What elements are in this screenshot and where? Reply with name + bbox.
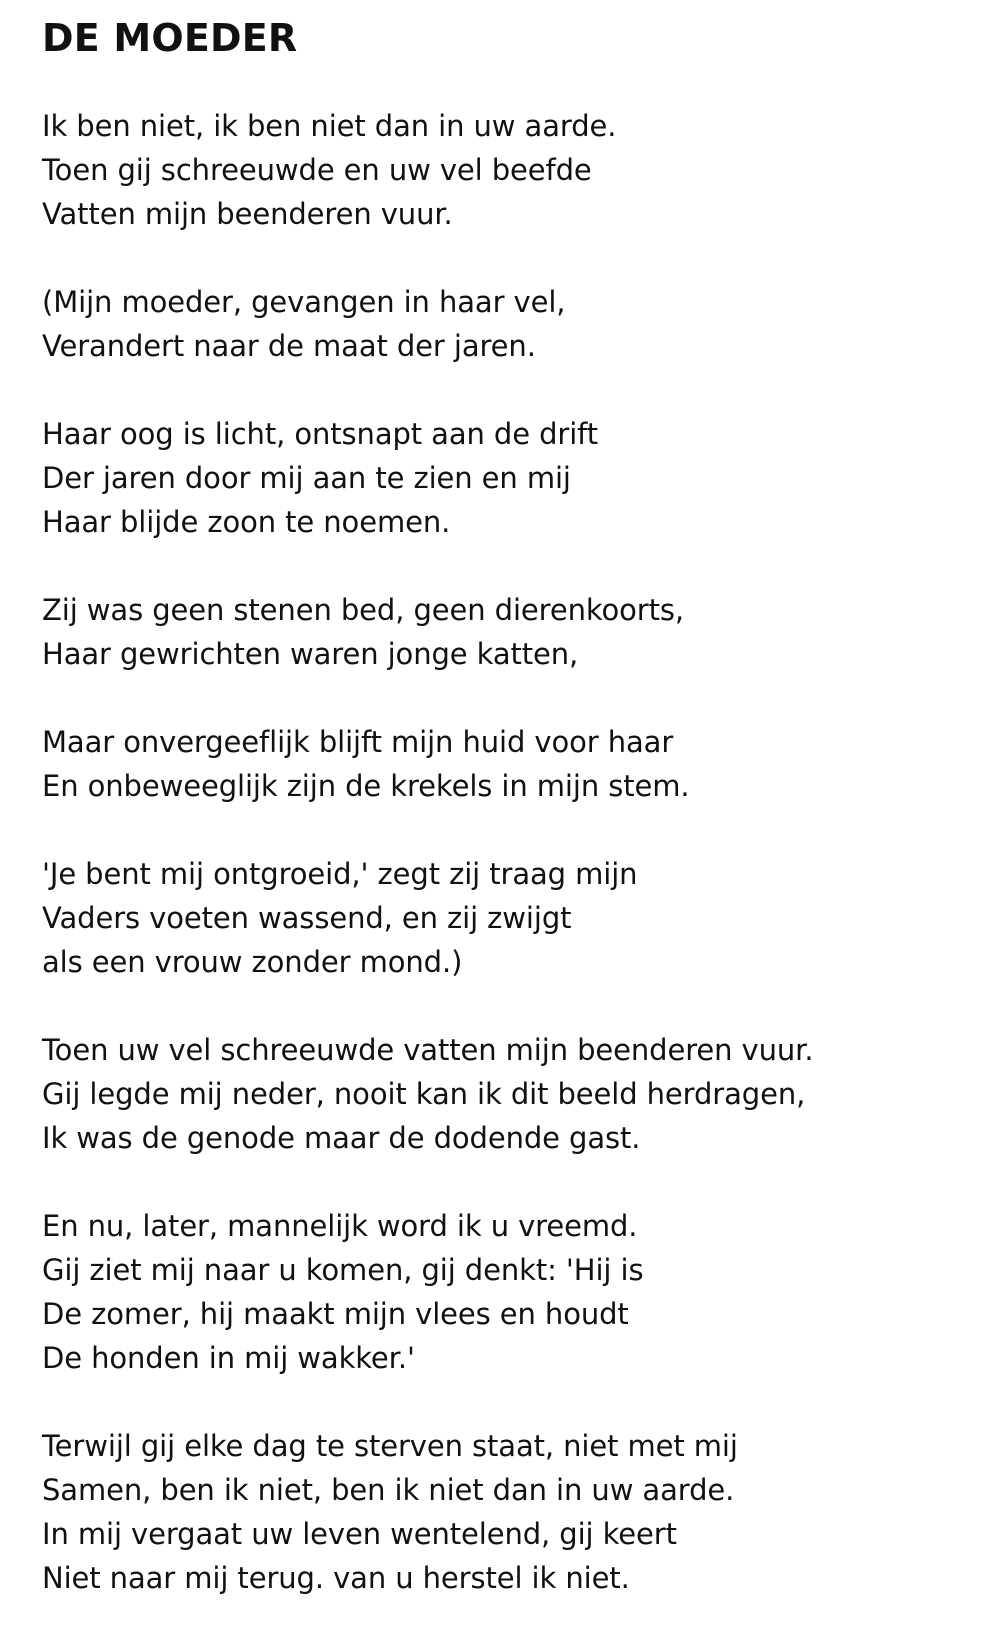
poem-line: Toen gij schreeuwde en uw vel beefde bbox=[42, 153, 592, 187]
poem-line: Maar onvergeeflijk blijft mijn huid voor haar bbox=[42, 725, 674, 759]
poem-line: Ik ben niet, ik ben niet dan in uw aarde. bbox=[42, 109, 617, 143]
poem-line: als een vrouw zonder mond.) bbox=[42, 945, 463, 979]
poem-line: Haar gewrichten waren jonge katten, bbox=[42, 637, 579, 671]
poem-line: Haar blijde zoon te noemen. bbox=[42, 505, 451, 539]
poem-line: In mij vergaat uw leven wentelend, gij keert bbox=[42, 1517, 677, 1551]
poem-line: Haar oog is licht, ontsnapt aan de drift bbox=[42, 417, 599, 451]
poem-line: Gij legde mij neder, nooit kan ik dit beeld herdragen, bbox=[42, 1077, 806, 1111]
poem-line: Verandert naar de maat der jaren. bbox=[42, 329, 536, 363]
poem-line: Vaders voeten wassend, en zij zwijgt bbox=[42, 901, 572, 935]
poem-line: De zomer, hij maakt mijn vlees en houdt bbox=[42, 1297, 629, 1331]
poem-line: 'Je bent mij ontgroeid,' zegt zij traag mijn bbox=[42, 857, 638, 891]
poem-line: (Mijn moeder, gevangen in haar vel, bbox=[42, 285, 566, 319]
poem-line: En nu, later, mannelijk word ik u vreemd. bbox=[42, 1209, 638, 1243]
poem-line: Zij was geen stenen bed, geen dierenkoorts, bbox=[42, 593, 685, 627]
poem-body bbox=[42, 104, 986, 1600]
stanza-5 bbox=[42, 720, 986, 808]
stanza-1 bbox=[42, 104, 986, 236]
poem-line: Gij ziet mij naar u komen, gij denkt: 'Hij is bbox=[42, 1253, 644, 1287]
poem-line: Der jaren door mij aan te zien en mij bbox=[42, 461, 571, 495]
stanza-9 bbox=[42, 1424, 986, 1600]
poem-line: Niet naar mij terug. van u herstel ik niet. bbox=[42, 1561, 630, 1595]
stanza-7 bbox=[42, 1028, 986, 1160]
stanza-3 bbox=[42, 412, 986, 544]
poem-line: Samen, ben ik niet, ben ik niet dan in uw aarde. bbox=[42, 1473, 735, 1507]
poem-line: Vatten mijn beenderen vuur. bbox=[42, 197, 453, 231]
poem-line: Terwijl gij elke dag te sterven staat, niet met mij bbox=[42, 1429, 738, 1463]
poem-line: En onbeweeglijk zijn de krekels in mijn stem. bbox=[42, 769, 690, 803]
stanza-4 bbox=[42, 588, 986, 676]
stanza-6 bbox=[42, 852, 986, 984]
poem-line: Ik was de genode maar de dodende gast. bbox=[42, 1121, 641, 1155]
poem-title: DE MOEDER bbox=[42, 16, 298, 60]
poem-line: De honden in mij wakker.' bbox=[42, 1341, 415, 1375]
poem-line: Toen uw vel schreeuwde vatten mijn beenderen vuur. bbox=[42, 1033, 814, 1067]
stanza-8 bbox=[42, 1204, 986, 1380]
stanza-2 bbox=[42, 280, 986, 368]
